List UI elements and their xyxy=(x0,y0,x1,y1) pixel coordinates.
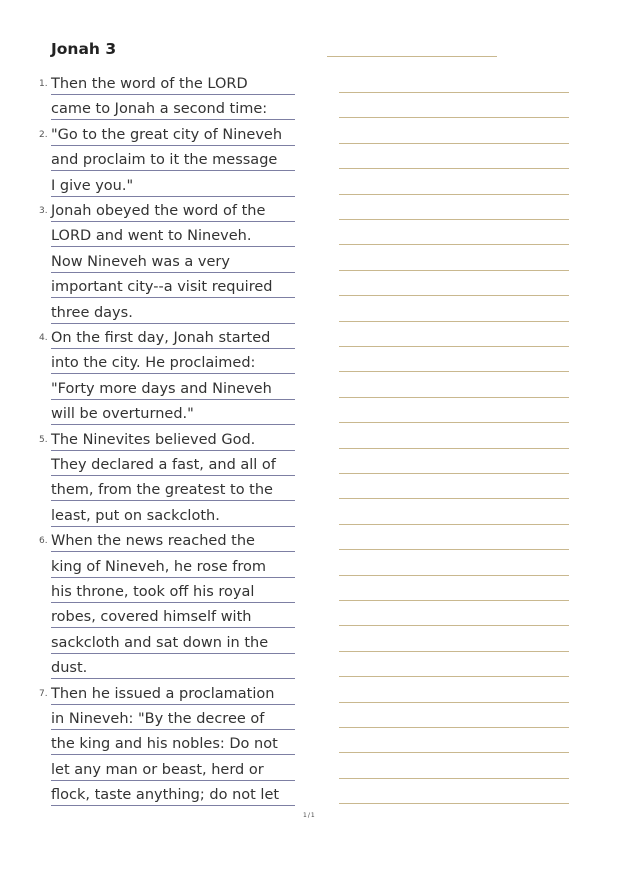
verse-text-line: in Nineveh: "By the decree of xyxy=(51,710,295,730)
verse-text-line: will be overturned." xyxy=(51,405,295,425)
verse-number: 7. xyxy=(39,688,48,699)
writing-line xyxy=(339,244,569,245)
verse-text-line: the king and his nobles: Do not xyxy=(51,735,295,755)
writing-line xyxy=(339,448,569,449)
verse-number: 1. xyxy=(39,79,48,89)
verse-text-line: came to Jonah a second time: xyxy=(51,100,295,120)
writing-line xyxy=(339,168,569,169)
writing-line xyxy=(339,778,569,779)
writing-line xyxy=(339,295,569,296)
verse-text-line: and proclaim to it the message xyxy=(51,151,295,171)
verse-number: 5. xyxy=(39,434,48,445)
writing-line xyxy=(339,498,569,499)
writing-line xyxy=(339,143,569,144)
writing-line xyxy=(339,625,569,626)
writing-line xyxy=(339,702,569,703)
verse-text-line: least, put on sackcloth. xyxy=(51,507,295,527)
writing-line xyxy=(339,219,569,220)
verse-text-line: I give you." xyxy=(51,177,295,197)
verse-text-line: "Forty more days and Nineveh xyxy=(51,380,295,400)
writing-line xyxy=(339,600,569,601)
verse-text-line: them, from the greatest to the xyxy=(51,481,295,501)
verse-text-line: "Go to the great city of Nineveh xyxy=(51,126,295,146)
writing-line xyxy=(339,194,569,195)
verse-number: 4. xyxy=(39,333,48,343)
page-title: Jonah 3 xyxy=(51,40,117,58)
writing-line xyxy=(339,371,569,372)
verse-text-line: Then he issued a proclamation xyxy=(51,685,295,705)
writing-line xyxy=(339,422,569,423)
verse-text-line: When the news reached the xyxy=(51,532,295,552)
writing-line xyxy=(339,752,569,753)
writing-line xyxy=(339,397,569,398)
verse-text-line: They declared a fast, and all of xyxy=(51,456,295,476)
verse-text-line: his throne, took off his royal xyxy=(51,583,295,603)
writing-line xyxy=(339,727,569,728)
verse-text-line: LORD and went to Nineveh. xyxy=(51,227,295,247)
verse-text-line: flock, taste anything; do not let xyxy=(51,786,295,806)
verse-text-line: king of Nineveh, he rose from xyxy=(51,558,295,578)
writing-line xyxy=(339,676,569,677)
verse-text-line: three days. xyxy=(51,304,295,324)
verse-number: 3. xyxy=(39,206,48,216)
writing-line xyxy=(339,549,569,550)
writing-line xyxy=(339,321,569,322)
verse-text-line: The Ninevites believed God. xyxy=(51,431,295,451)
title-writing-line xyxy=(327,56,497,57)
verse-text-line: robes, covered himself with xyxy=(51,608,295,628)
verse-number: 6. xyxy=(39,536,48,547)
verse-text-line: Jonah obeyed the word of the xyxy=(51,202,295,222)
writing-line xyxy=(339,473,569,474)
verse-text-line: important city--a visit required xyxy=(51,278,295,298)
writing-line xyxy=(339,117,569,118)
writing-line xyxy=(339,524,569,525)
writing-line xyxy=(339,803,569,804)
writing-line xyxy=(339,575,569,576)
verse-text-line: into the city. He proclaimed: xyxy=(51,354,295,374)
verse-text-line: dust. xyxy=(51,659,295,679)
page-number: 1/1 xyxy=(303,812,316,819)
verse-text-line: Now Nineveh was a very xyxy=(51,253,295,273)
verse-text-line: sackcloth and sat down in the xyxy=(51,634,295,654)
writing-line xyxy=(339,651,569,652)
writing-line xyxy=(339,270,569,271)
verse-text-line: let any man or beast, herd or xyxy=(51,761,295,781)
verse-number: 2. xyxy=(39,129,48,140)
verse-text-line: On the first day, Jonah started xyxy=(51,329,295,349)
writing-line xyxy=(339,92,569,93)
verse-text-line: Then the word of the LORD xyxy=(51,75,295,95)
writing-line xyxy=(339,346,569,347)
